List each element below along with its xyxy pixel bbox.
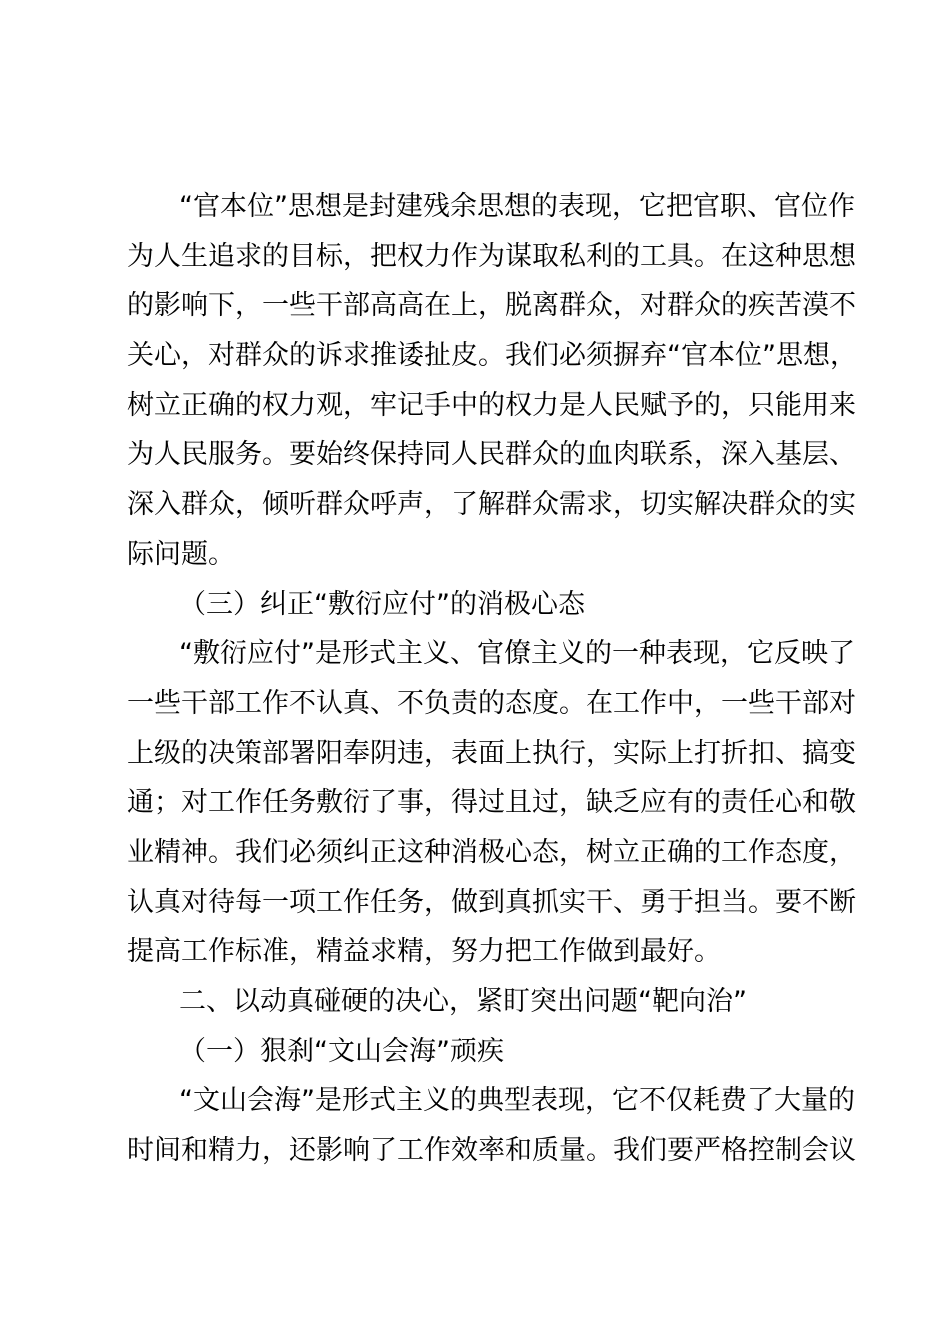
text-line: “官本位”思想是封建残余思想的表现，它把官职、官位作 (179, 191, 855, 222)
text-line: 为人民服务。要始终保持同人民群众的血肉联系，深入基层、 (127, 439, 856, 471)
text-line: 时间和精力，还影响了工作效率和质量。我们要严格控制会议 (127, 1135, 856, 1167)
text-line: 一些干部工作不认真、不负责的态度。在工作中，一些干部对 (127, 687, 856, 719)
text-line: “文山会海”是形式主义的典型表现，它不仅耗费了大量的 (179, 1085, 855, 1117)
text-line: 树立正确的权力观，牢记手中的权力是人民赋予的，只能用来 (127, 389, 856, 421)
text-line: 业精神。我们必须纠正这种消极心态，树立正确的工作态度， (127, 836, 856, 868)
text-line: 通；对工作任务敷衍了事，得过且过，缺乏应有的责任心和敬 (127, 787, 856, 819)
text-line: 上级的决策部署阳奉阴违，表面上执行，实际上打折扣、搞变 (127, 737, 856, 769)
chapter-heading: 二、以动真碰硬的决心，紧盯突出问题“靶向治” (179, 986, 747, 1017)
section-heading: （一）狠刹“文山会海”顽疾 (179, 1035, 504, 1067)
text-line: 提高工作标准，精益求精，努力把工作做到最好。 (127, 936, 721, 968)
text-line: “敷衍应付”是形式主义、官僚主义的一种表现，它反映了 (179, 638, 855, 670)
text-line: 关心，对群众的诉求推诿扯皮。我们必须摒弃“官本位”思想， (127, 340, 857, 372)
text-line: 深入群众，倾听群众呼声，了解群众需求，切实解决群众的实 (127, 489, 856, 521)
text-line: 的影响下，一些干部高高在上，脱离群众，对群众的疾苦漠不 (127, 290, 856, 322)
text-line: 为人生追求的目标，把权力作为谋取私利的工具。在这种思想 (127, 240, 856, 272)
text-line: 际问题。 (127, 538, 235, 570)
text-line: 认真对待每一项工作任务，做到真抓实干、勇于担当。要不断 (127, 886, 856, 918)
document-body (127, 182, 857, 1176)
section-heading: （三）纠正“敷衍应付”的消极心态 (179, 588, 585, 620)
